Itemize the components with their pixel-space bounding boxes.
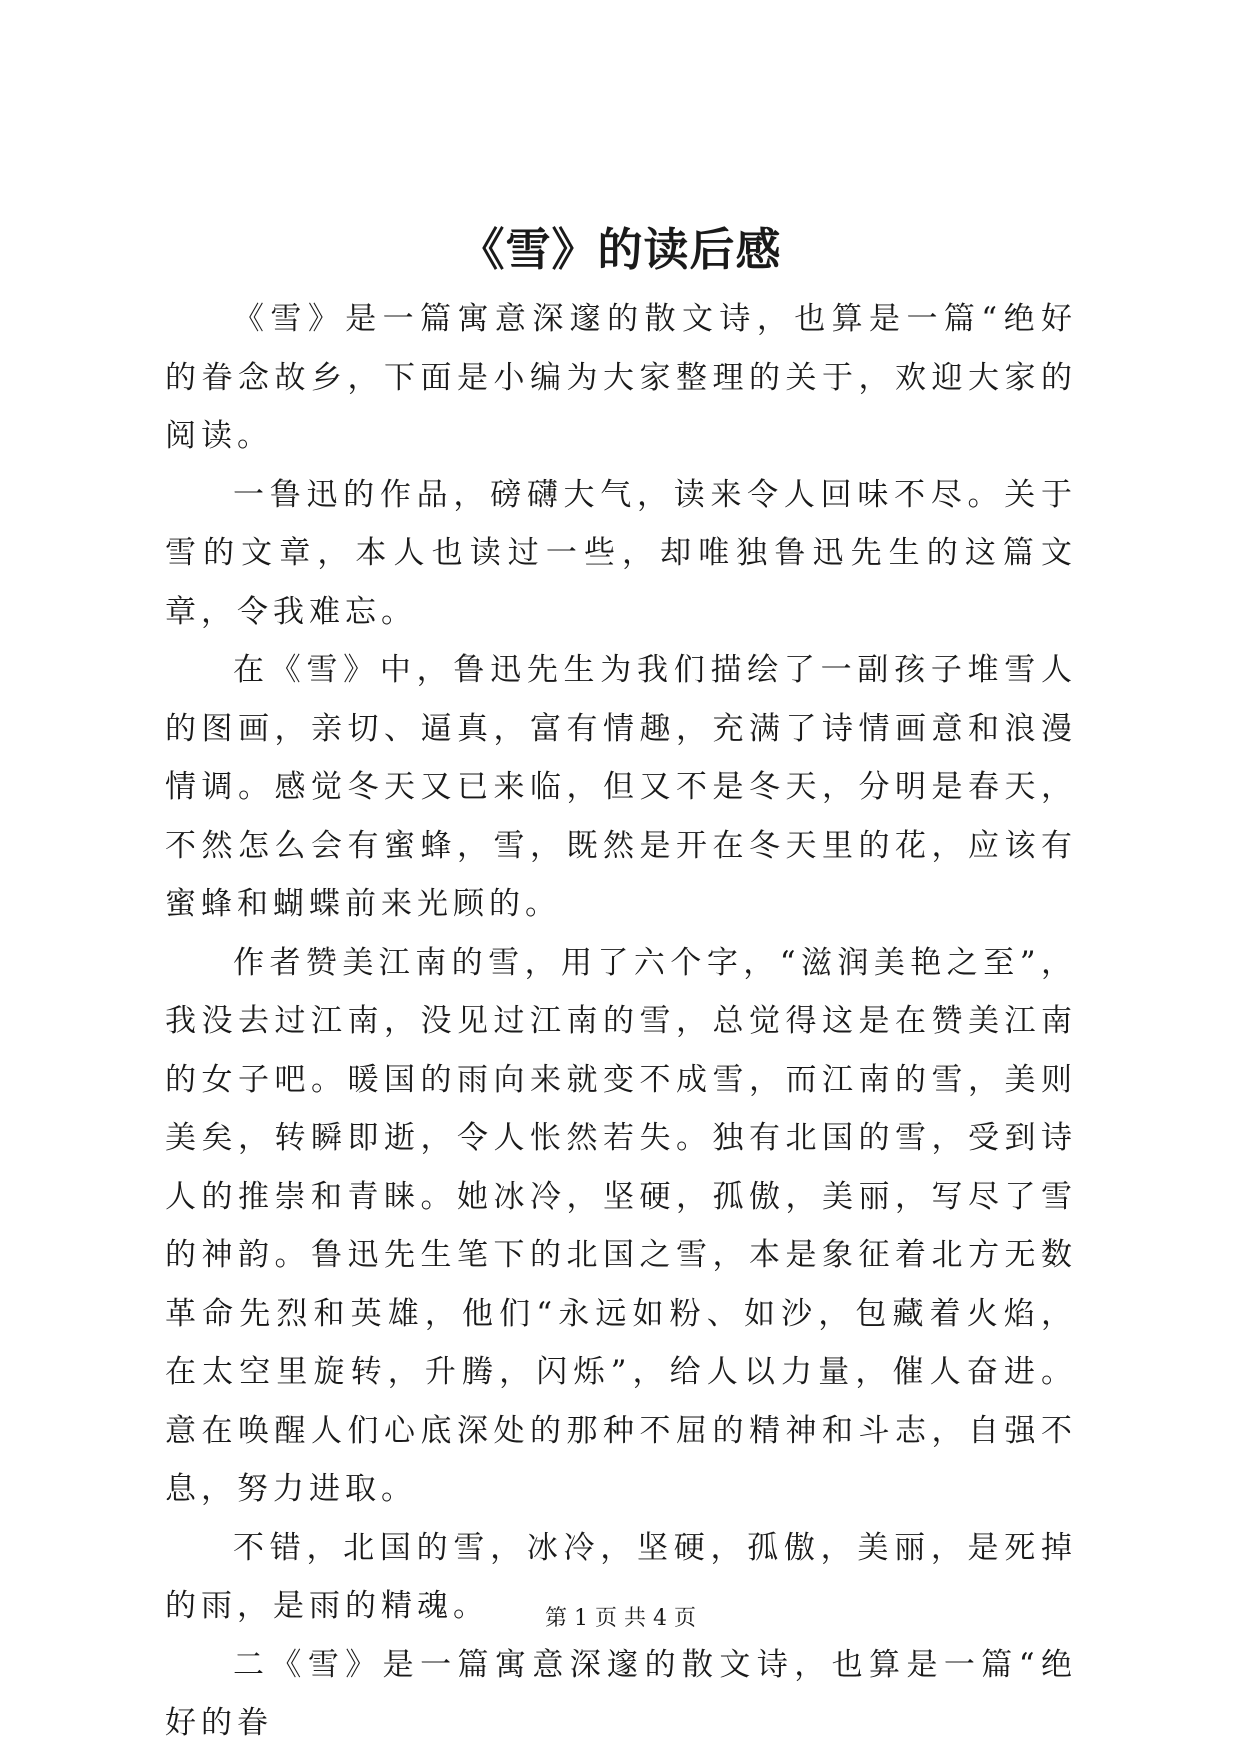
paragraph-3: 在《雪》中，鲁迅先生为我们描绘了一副孩子堆雪人的图画，亲切、逼真，富有情趣，充满了诗情画意和浪漫情调。感觉冬天又已来临，但又不是冬天，分明是春天，不然怎么会有蜜蜂，雪，既然是开在冬天里的花，应该有蜜蜂和蝴蝶前来光顾的。: [165, 652, 1077, 922]
paragraph-2: 一鲁迅的作品，磅礴大气，读来令人回味不尽。关于雪的文章，本人也读过一些，却唯独鲁迅先生的这篇文章，令我难忘。: [165, 476, 1077, 630]
paragraph-1: 《雪》是一篇寓意深邃的散文诗，也算是一篇“绝好的眷念故乡，下面是小编为大家整理的关于，欢迎大家的阅读。: [165, 301, 1077, 454]
page-footer: 第 1 页 共 4 页: [545, 1606, 696, 1631]
document-body: [165, 290, 1077, 1753]
document-title: 《雪》的读后感: [459, 223, 782, 276]
paragraph-4: 作者赞美江南的雪，用了六个字，“滋润美艳之至”，我没去过江南，没见过江南的雪，总觉得这是在赞美江南的女子吧。暖国的雨向来就变不成雪，而江南的雪，美则美矣，转瞬即逝，令人怅然若失。独有北国的雪，受到诗人的推崇和青睐。她冰冷，坚硬，孤傲，美丽，写尽了雪的神韵。鲁迅先生笔下的北国之雪，本是象征着北方无数革命先烈和英雄，他们“永远如粉、如沙，包藏着火焰，在太空里旋转，升腾，闪烁”，给人以力量，催人奋进。意在唤醒人们心底深处的那种不屈的精神和斗志，自强不息，努力进取。: [165, 944, 1077, 1507]
paragraph-6: 二《雪》是一篇寓意深邃的散文诗，也算是一篇“绝好的眷: [165, 1646, 1077, 1741]
paragraph-5: 不错，北国的雪，冰冷，坚硬，孤傲，美丽，是死掉的雨，是雨的精魂。: [165, 1529, 1077, 1624]
